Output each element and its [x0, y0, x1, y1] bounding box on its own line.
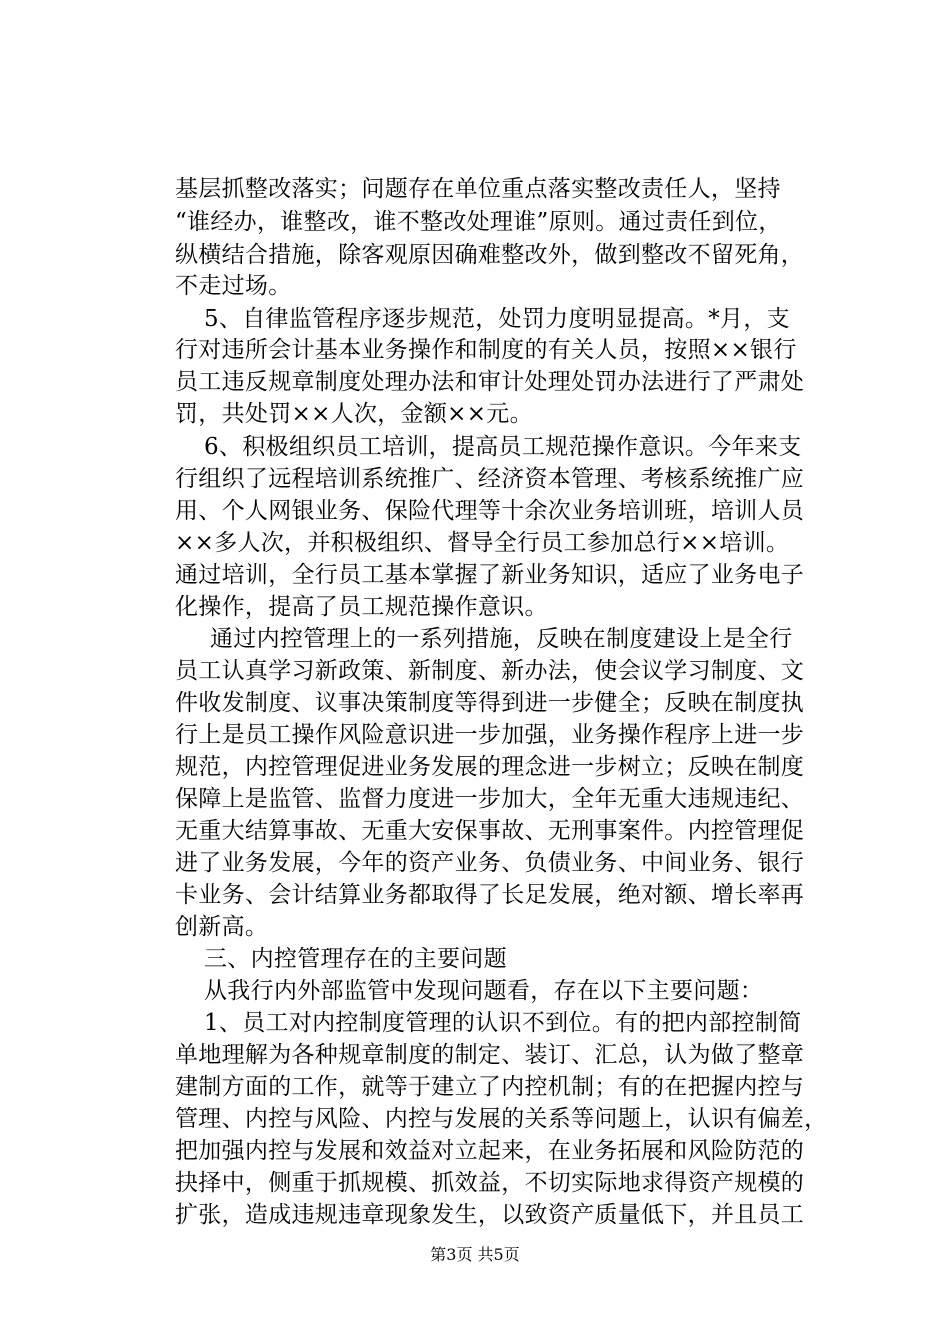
text-line: 件收发制度、议事决策制度等得到进一步健全；反映在制度执 [175, 690, 805, 716]
text-line: 创新高。 [175, 914, 269, 940]
text-line: 行上是员工操作风险意识进一步加强，业务操作程序上进一步 [175, 722, 805, 748]
text-line: 进了业务发展，今年的资产业务、负债业务、中间业务、银行 [175, 850, 805, 876]
text-line: 行对违所会计基本业务操作和制度的有关人员，按照××银行 [175, 337, 797, 363]
text-line: 6、积极组织员工培训，提高员工规范操作意识。今年来支 [204, 434, 802, 460]
text-line: “谁经办，谁整改，谁不整改处理谁”原则。通过责任到位， [175, 209, 782, 235]
text-line: 纵横结合措施，除客观原因确难整改外，做到整改不留死角， [175, 242, 805, 268]
text-line: 行组织了远程培训系统推广、经济资本管理、考核系统推广应 [175, 466, 805, 492]
text-line: 无重大结算事故、无重大安保事故、无刑事案件。内控管理促 [175, 818, 805, 844]
text-line: 1、员工对内控制度管理的认识不到位。有的把内部控制简 [204, 1010, 802, 1036]
text-line: 化操作，提高了员工规范操作意识。 [175, 594, 548, 620]
text-line: 把加强内控与发展和效益对立起来，在业务拓展和风险防范的 [175, 1138, 805, 1164]
text-line: ××多人次，并积极组织、督导全行员工参加总行××培训。 [175, 530, 790, 556]
text-line: 建制方面的工作，就等于建立了内控机制；有的在把握内控与 [175, 1074, 805, 1100]
text-line: 抉择中，侧重于抓规模、抓效益，不切实际地求得资产规模的 [175, 1170, 805, 1196]
text-line: 管理、内控与风险、内控与发展的关系等问题上，认识有偏差， [175, 1106, 828, 1132]
text-line: 卡业务、会计结算业务都取得了长足发展，绝对额、增长率再 [175, 882, 805, 908]
text-line: 通过内控管理上的一系列措施，反映在制度建设上是全行 [210, 626, 793, 652]
text-line: 通过培训，全行员工基本掌握了新业务知识，适应了业务电子 [175, 562, 805, 588]
text-line: 5、自律监管程序逐步规范，处罚力度明显提高。*月，支 [204, 306, 790, 332]
text-line: 规范，内控管理促进业务发展的理念进一步树立；反映在制度 [175, 754, 805, 780]
text-line: 保障上是监管、监督力度进一步加大，全年无重大违规违纪、 [175, 786, 805, 812]
text-line: 扩张，造成违规违章现象发生，以致资产质量低下，并且员工 [175, 1202, 805, 1228]
page-footer: 第3页 共5页 [430, 1245, 520, 1264]
text-line: 单地理解为各种规章制度的制定、装订、汇总，认为做了整章 [175, 1042, 805, 1068]
text-line: 罚，共处罚××人次，金额××元。 [175, 401, 533, 427]
text-line: 用、个人网银业务、保险代理等十余次业务培训班，培训人员 [175, 498, 805, 524]
text-line: 基层抓整改落实；问题存在单位重点落实整改责任人，坚持 [175, 176, 781, 202]
text-line: 不走过场。 [175, 273, 292, 299]
text-line: 员工认真学习新政策、新制度、新办法，使会议学习制度、文 [175, 658, 805, 684]
text-line: 员工违反规章制度处理办法和审计处理处罚办法进行了严肃处 [175, 369, 805, 395]
section-heading: 三、内控管理存在的主要问题 [204, 946, 507, 972]
text-line: 从我行内外部监管中发现问题看，存在以下主要问题： [204, 978, 764, 1004]
